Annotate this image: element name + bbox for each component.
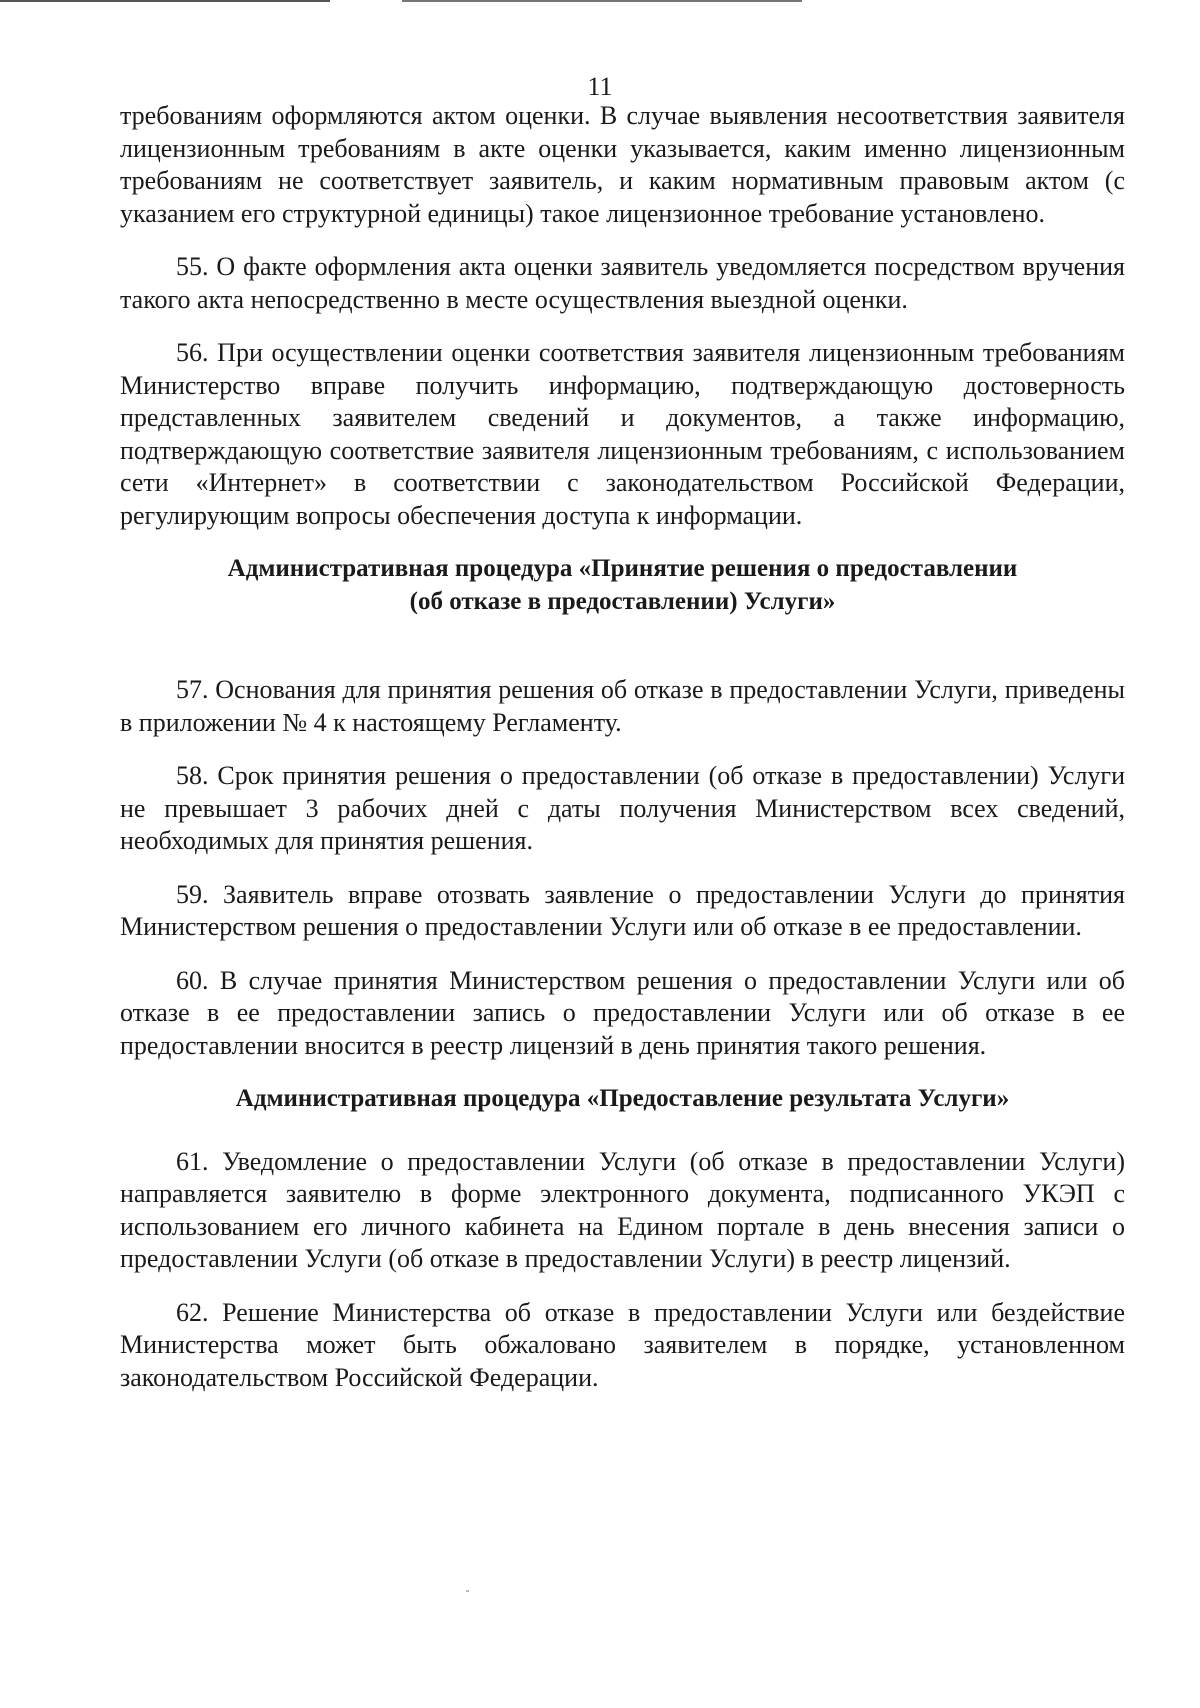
paragraph-59: 59. Заявитель вправе отозвать заявление о предоставлении Услуги до принятия Министерством решения о предоставлении Услуги или об отказе в ее предоставлении. (120, 879, 1125, 941)
scan-edge-mark (402, 0, 802, 2)
section-heading-result (120, 1083, 1125, 1116)
heading-line: (об отказе в предоставлении) Услуги» (409, 587, 836, 615)
scan-edge-mark (0, 0, 330, 2)
document-body (120, 100, 1125, 1415)
scan-speck (466, 1590, 469, 1592)
paragraph-62: 62. Решение Министерства об отказе в предоставлении Услуги или бездействие Министерства может быть обжаловано заявителем в порядке, установленном законодательством Российской Федерации. (120, 1297, 1125, 1392)
paragraph-55: 55. О факте оформления акта оценки заявитель уведомляется посредством вручения такого акта непосредственно в месте осуществления выездной оценки. (120, 252, 1125, 314)
paragraph-57: 57. Основания для принятия решения об отказе в предоставлении Услуги, приведены в приложении № 4 к настоящему Регламенту. (120, 675, 1125, 737)
section-heading-decision (120, 553, 1125, 618)
heading-line: Административная процедура «Принятие решения о предоставлении (227, 555, 1018, 582)
paragraph-61: 61. Уведомление о предоставлении Услуги (об отказе в предоставлении Услуги) направляется заявителю в форме электронного документа, подписанного УКЭП с использованием его личного кабинета на Едином портале в день внесения записи о предоставлении Услуги (об отказе в предоставлении Услуги) в реестр лицензий. (120, 1146, 1125, 1273)
paragraph-60: 60. В случае принятия Министерством решения о предоставлении Услуги или об отказе в ее предоставлении запись о предоставлении Услуги или об отказе в ее предоставлении вносится в реестр лицензий в день принятия такого решения. (120, 965, 1125, 1060)
paragraph-58: 58. Срок принятия решения о предоставлении (об отказе в предоставлении) Услуги не превышает 3 рабочих дней с даты получения Министерством всех сведений, необходимых для принятия решения. (120, 761, 1125, 855)
heading-line: Административная процедура «Предоставление результата Услуги» (235, 1085, 1010, 1112)
paragraph-56: 56. При осуществлении оценки соответствия заявителя лицензионным требованиям Министерство вправе получить информацию, подтверждающую достоверность представленных заявителем сведений и документов, а также информацию, подтверждающую соответствие заявителя лицензионным требованиям, с использованием сети «Интернет» в соответствии с законодательством Российской Федерации, регулирующим вопросы обеспечения доступа к информации. (120, 338, 1125, 530)
page-number: 11 (587, 72, 613, 101)
paragraph-continuation: требованиям оформляются актом оценки. В случае выявления несоответствия заявителя лицензионным требованиям в акте оценки указывается, каким именно лицензионным требованиям не соответствует заявитель, и каким нормативным правовым актом (с указанием его структурной единицы) такое лицензионное требование установлено. (120, 101, 1125, 228)
